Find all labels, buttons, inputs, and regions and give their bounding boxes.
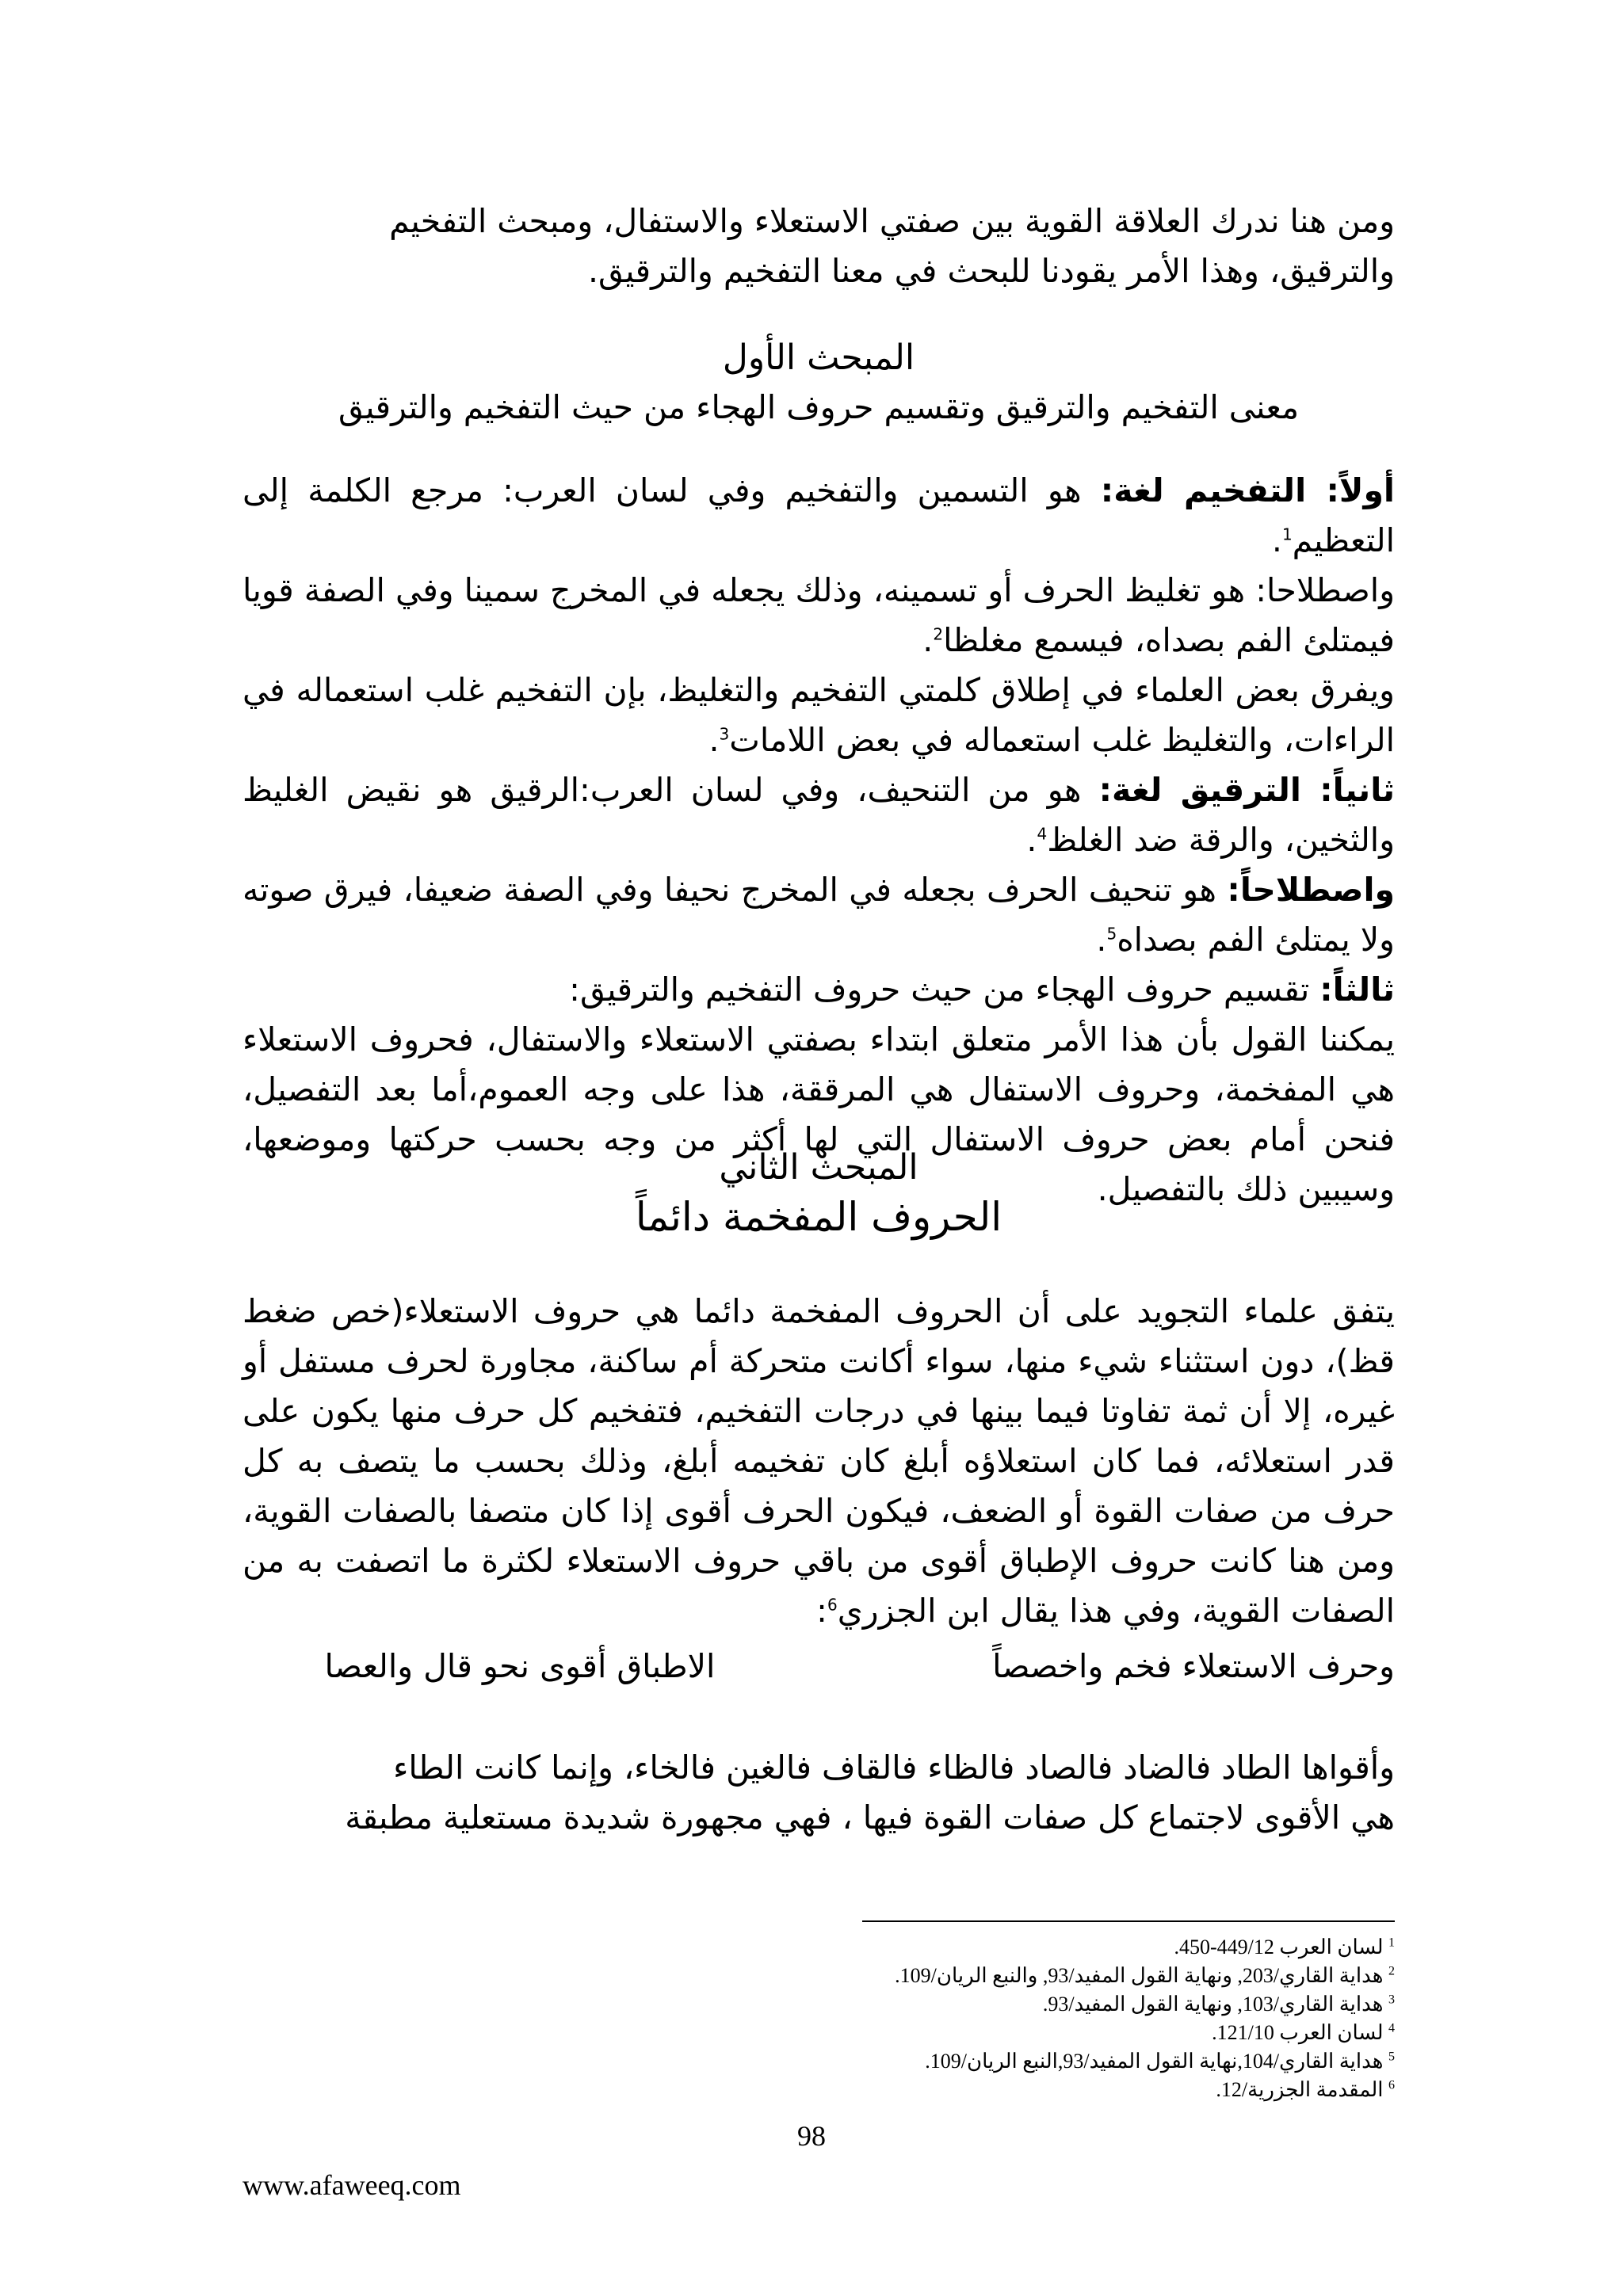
paragraph-text: تقسيم حروف الهجاء من حيث حروف التفخيم والترقيق: — [569, 971, 1320, 1009]
footnote-item — [242, 2019, 1395, 2047]
section-2-heading: المبحث الثاني — [719, 1147, 918, 1188]
paragraph-tarqiq-lugha — [242, 765, 1395, 865]
footnote-item — [242, 1933, 1395, 1962]
paragraph-tafkhim-istilah — [242, 566, 1395, 666]
paragraph-end: . — [922, 621, 934, 659]
intro-paragraph — [242, 196, 1395, 296]
paragraph-end: . — [1271, 521, 1282, 559]
paragraph-end: . — [1026, 821, 1037, 859]
section-1-heading: المبحث الأول — [722, 338, 915, 378]
footnote-ref-4[interactable]: 4 — [1037, 824, 1048, 844]
paragraph-text: هو التسمين والتفخيم وفي لسان العرب: مرجع الكلمة إلى التعظيم — [242, 471, 1395, 559]
footnote-text: لسان العرب 449/12-450. — [1174, 1936, 1384, 1958]
paragraph-label: ثانياً: الترقيق لغة: — [1098, 771, 1395, 809]
footnote-ref-1[interactable]: 1 — [1281, 524, 1293, 544]
footnote-number: 6 — [1388, 2078, 1395, 2092]
poem-verse — [242, 1642, 1395, 1691]
paragraph-text: واصطلاحا: هو تغليظ الحرف أو تسمينه، وذلك يجعله في المخرج سمينا وفي الصفة قويا فيمتلئ الفم بصداه، فيسمع مغلظا — [242, 571, 1395, 659]
paragraph-text: هو تنحيف الحرف بجعله في المخرج نحيفا وفي الصفة ضعيفا، فيرق صوته ولا يمتلئ الفم بصداه — [242, 871, 1395, 959]
footnote-text: لسان العرب 121/10. — [1212, 2021, 1384, 2044]
website-link[interactable]: www.afaweeq.com — [242, 2169, 461, 2201]
section-2-subheading: الحروف المفخمة دائماً — [635, 1194, 1002, 1240]
footnote-ref-3[interactable]: 3 — [719, 724, 730, 744]
footnote-number: 5 — [1388, 2050, 1395, 2064]
footnote-text: هداية القاري/104,نهاية القول المفيد/93,النبع الريان/109. — [925, 2050, 1384, 2073]
paragraph-aqwaha — [242, 1743, 1395, 1843]
paragraph-tafkhim-taghlidh — [242, 666, 1395, 765]
paragraph-end: : — [816, 1592, 827, 1630]
paragraph-end: . — [708, 721, 720, 759]
paragraph-label: واصطلاحاً: — [1227, 871, 1395, 909]
intro-line-2: والترقيق، وهذا الأمر يقودنا للبحث في معنا التفخيم والترقيق. — [587, 252, 1395, 290]
paragraph-label: ثالثاً: — [1319, 971, 1395, 1009]
paragraph-text: يتفق علماء التجويد على أن الحروف المفخمة دائما هي حروف الاستعلاء(خص ضغط قظ)، دون استثناء شيء منها، سواء أكانت متحركة أم ساكنة، مجاورة لحرف مستفل أو غيره، إلا أن ثمة تفاوتا فيما بينها في درجات التفخيم، فتفخيم كل حرف منها يكون على قدر استعلائه، فما كان استعلاؤه أبلغ كان تفخيمه أبلغ، وذلك بحسب ما يتصف به كل حرف من صفات القوة أو الضعف، فيكون الحرف أقوى إذا كان متصفا بالصفات القوية، ومن هنا كانت حروف الإطباق أقوى من باقي حروف الاستعلاء لكثرة ما اتصفت به من الصفات القوية، وفي هذا يقال ابن الجزري — [242, 1292, 1395, 1630]
paragraph-text: ويفرق بعض العلماء في إطلاق كلمتي التفخيم والتغليظ، بإن التفخيم غلب استعماله في الراءات، والتغليظ غلب استعماله في بعض اللامات — [242, 671, 1395, 759]
footnote-text: هداية القاري/103, ونهاية القول المفيد/93. — [1042, 1993, 1384, 2016]
verse-second-half: الاطباق أقوى نحو قال والعصا — [324, 1647, 716, 1685]
verse-first-half: وحرف الاستعلاء فخم واخصصاً — [992, 1647, 1395, 1685]
footnote-item — [242, 1962, 1395, 1990]
footnotes-list — [242, 1933, 1395, 2104]
footnote-divider — [862, 1920, 1395, 1922]
footnote-item — [242, 2047, 1395, 2076]
paragraph-end: . — [1096, 921, 1107, 959]
paragraph-tafkhim-lugha — [242, 466, 1395, 566]
footnote-text: هداية القاري/203, ونهاية القول المفيد/93, والنبع الريان/109. — [895, 1964, 1384, 1987]
footnote-number: 2 — [1388, 1964, 1395, 1978]
paragraph-label: أولاً: التفخيم لغة: — [1100, 471, 1395, 509]
paragraph-tarqiq-istilah — [242, 865, 1395, 965]
section-2-heading-block — [242, 1142, 1395, 1242]
footnote-item — [242, 2076, 1395, 2104]
footnote-text: المقدمة الجزرية/12. — [1216, 2078, 1384, 2101]
aqwaha-line-2: هي الأقوى لاجتماع كل صفات القوة فيها ، فهي مجهورة شديدة مستعلية مطبقة — [345, 1798, 1395, 1836]
paragraph-mufakhkhama — [242, 1287, 1395, 1636]
footnote-ref-6[interactable]: 6 — [827, 1595, 838, 1615]
aqwaha-line-1: وأقواها الطاد فالضاد فالصاد فالظاء فالقاف فالغين فالخاء، وإنما كانت الطاء — [393, 1749, 1395, 1787]
footnote-number: 3 — [1388, 1993, 1395, 2007]
paragraph-istila-istifal: يمكننا القول بأن هذا الأمر متعلق ابتداء بصفتي الاستعلاء والاستفال، فحروف الاستعلاء هي المفخمة، وحروف الاستفال هي المرققة، هذا على وجه العموم،أما بعد التفصيل، فنحن أمام بعض حروف الاستفال التي لها أكثر من وجه بحسب حركتها وموضعها، وسيبين ذلك بالتفصيل. — [242, 1020, 1395, 1208]
paragraph-text: هو من التنحيف، وفي لسان العرب:الرقيق هو نقيض الغليظ والثخين، والرقة ضد الغلظ — [242, 771, 1395, 859]
footnote-ref-2[interactable]: 2 — [933, 624, 944, 644]
footnote-ref-5[interactable]: 5 — [1106, 924, 1117, 944]
section-1-heading-block — [242, 333, 1395, 433]
section-1-body — [242, 466, 1395, 1215]
page-number: 98 — [797, 2120, 826, 2152]
footnote-number: 1 — [1388, 1936, 1395, 1950]
section-2-body — [242, 1287, 1395, 1636]
intro-line-1: ومن هنا ندرك العلاقة القوية بين صفتي الاستعلاء والاستفال، ومبحث التفخيم — [389, 202, 1395, 240]
section-1-subheading: معنى التفخيم والترقيق وتقسيم حروف الهجاء من حيث التفخيم والترقيق — [338, 388, 1300, 426]
footnote-number: 4 — [1388, 2021, 1395, 2035]
footnote-item — [242, 1990, 1395, 2019]
paragraph-taqsim — [242, 965, 1395, 1015]
